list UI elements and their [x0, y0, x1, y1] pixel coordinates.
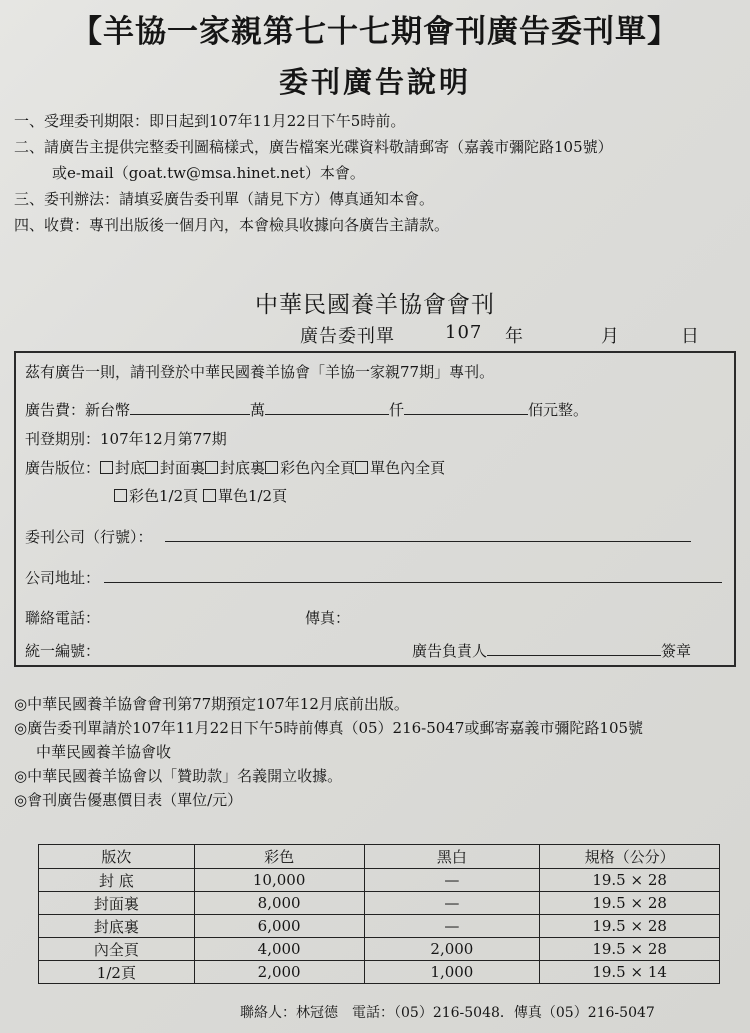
- form-heading: 中華民國養羊協會會刊: [255, 292, 495, 318]
- position-label: 廣告版位：: [25, 459, 101, 477]
- cell-mono: —: [364, 892, 540, 915]
- table-row: [39, 892, 720, 915]
- note-1: ◎中華民國養羊協會會刊第77期預定107年12月底前出版。: [14, 695, 409, 713]
- form-month-unit: 月: [601, 326, 620, 347]
- option-color-half-label: 彩色1/2頁: [129, 487, 199, 505]
- tax-id-label: 統一編號：: [25, 642, 101, 660]
- cell-color: 8,000: [194, 892, 364, 915]
- cell-mono: 2,000: [364, 938, 540, 961]
- fax-label: 傳真：: [305, 609, 351, 627]
- table-row: [39, 915, 720, 938]
- header-edition: 版次: [39, 845, 195, 869]
- form-day-unit: 日: [681, 326, 700, 347]
- cell-edition: 封底裏: [39, 915, 195, 938]
- address-row: [25, 567, 722, 588]
- instruction-4: 四、收費：專刊出版後一個月內，本會檢具收據向各廣告主請款。: [14, 216, 450, 234]
- cell-edition: 內全頁: [39, 938, 195, 961]
- address-field[interactable]: [104, 568, 722, 583]
- cell-edition: 1/2頁: [39, 961, 195, 984]
- table-header-row: [39, 845, 720, 869]
- fee-label: 廣告費：新台幣: [25, 401, 131, 419]
- option-color-full-label: 彩色內全頁: [280, 459, 356, 477]
- responsible-label: 廣告負責人: [412, 642, 488, 660]
- option-mono-full-label: 單色內全頁: [370, 459, 446, 477]
- sign-label: 簽章: [661, 642, 692, 660]
- phone-row: [25, 607, 350, 628]
- signature-field[interactable]: [487, 641, 661, 656]
- instruction-3: 三、委刊辦法：請填妥廣告委刊單（請見下方）傳真通知本會。: [14, 190, 435, 208]
- position-row-2: [114, 485, 287, 506]
- option-mono-half-label: 單色1/2頁: [217, 487, 288, 505]
- cell-size: 19.5 × 28: [540, 892, 720, 915]
- checkbox-back-cover[interactable]: [100, 461, 113, 474]
- position-row-1: [25, 457, 445, 478]
- page-subtitle: 委刊廣告說明: [278, 65, 471, 99]
- option-inside-back-label: 封底裏: [220, 459, 266, 477]
- price-table: [38, 844, 720, 984]
- cell-edition: 封面裏: [39, 892, 195, 915]
- ad-order-form: [14, 351, 736, 667]
- notes-section: [14, 692, 749, 812]
- contact-line: 聯絡人：林冠德 電話：（05）216-5048．傳真（05）216-5047: [240, 1005, 655, 1021]
- form-sub-label: 廣告委刊單: [300, 326, 395, 347]
- company-label: 委刊公司（行號）：: [25, 528, 153, 546]
- form-date-line: [300, 322, 720, 348]
- cell-mono: —: [364, 915, 540, 938]
- option-inside-front-label: 封面裏: [160, 459, 206, 477]
- checkbox-mono-full[interactable]: [355, 461, 368, 474]
- cell-mono: 1,000: [364, 961, 540, 984]
- address-label: 公司地址：: [25, 569, 101, 587]
- fee-bai-field[interactable]: [404, 400, 528, 415]
- instruction-2: 二、請廣告主提供完整委刊圖稿樣式，廣告檔案光碟資料敬請郵寄（嘉義市彌陀路105號）: [14, 138, 613, 156]
- instruction-2-cont: 或e-mail（goat.tw@msa.hinet.net）本會。: [52, 164, 365, 182]
- cell-color: 4,000: [194, 938, 364, 961]
- form-year: 107: [445, 322, 483, 343]
- company-field[interactable]: [165, 527, 691, 542]
- table-row: [39, 938, 720, 961]
- cell-size: 19.5 × 28: [540, 869, 720, 892]
- fee-row: [25, 399, 588, 420]
- form-statement: 茲有廣告一則，請刊登於中華民國養羊協會「羊協一家親77期」專刊。: [25, 363, 495, 381]
- fee-end-label: 佰元整。: [528, 401, 589, 419]
- cell-size: 19.5 × 28: [540, 938, 720, 961]
- fee-wan-label: 萬: [250, 401, 266, 419]
- checkbox-color-full[interactable]: [265, 461, 278, 474]
- cell-edition: 封 底: [39, 869, 195, 892]
- cell-size: 19.5 × 14: [540, 961, 720, 984]
- issue-row: 刊登期別：107年12月第77期: [25, 430, 227, 448]
- instructions-section: [14, 108, 744, 238]
- table-row: [39, 869, 720, 892]
- company-row: [25, 526, 691, 547]
- checkbox-color-half[interactable]: [114, 489, 127, 502]
- header-size: 規格（公分）: [540, 845, 720, 869]
- phone-label: 聯絡電話：: [25, 609, 101, 627]
- instruction-1: 一、受理委刊期限：即日起到107年11月22日下午5時前。: [14, 112, 406, 130]
- fee-qian-field[interactable]: [265, 400, 389, 415]
- page-title: 【羊協一家親第七十七期會刊廣告委刊單】: [71, 14, 679, 50]
- cell-color: 10,000: [194, 869, 364, 892]
- cell-color: 6,000: [194, 915, 364, 938]
- form-year-unit: 年: [505, 326, 524, 347]
- checkbox-inside-back[interactable]: [205, 461, 218, 474]
- header-color: 彩色: [194, 845, 364, 869]
- table-row: [39, 961, 720, 984]
- checkbox-mono-half[interactable]: [203, 489, 216, 502]
- cell-size: 19.5 × 28: [540, 915, 720, 938]
- cell-mono: —: [364, 869, 540, 892]
- option-back-cover-label: 封底: [115, 459, 146, 477]
- fee-wan-field[interactable]: [130, 400, 250, 415]
- note-2: ◎廣告委刊單請於107年11月22日下午5時前傳真（05）216-5047或郵寄嘉義市彌陀路105號: [14, 719, 644, 737]
- note-4: ◎會刊廣告優惠價目表（單位/元）: [14, 791, 243, 809]
- fee-qian-label: 仟: [389, 401, 405, 419]
- checkbox-inside-front[interactable]: [145, 461, 158, 474]
- cell-color: 2,000: [194, 961, 364, 984]
- note-3: ◎中華民國養羊協會以「贊助款」名義開立收據。: [14, 767, 343, 785]
- header-mono: 黑白: [364, 845, 540, 869]
- note-2-cont: 中華民國養羊協會收: [36, 743, 172, 761]
- tax-id-row: [25, 640, 691, 661]
